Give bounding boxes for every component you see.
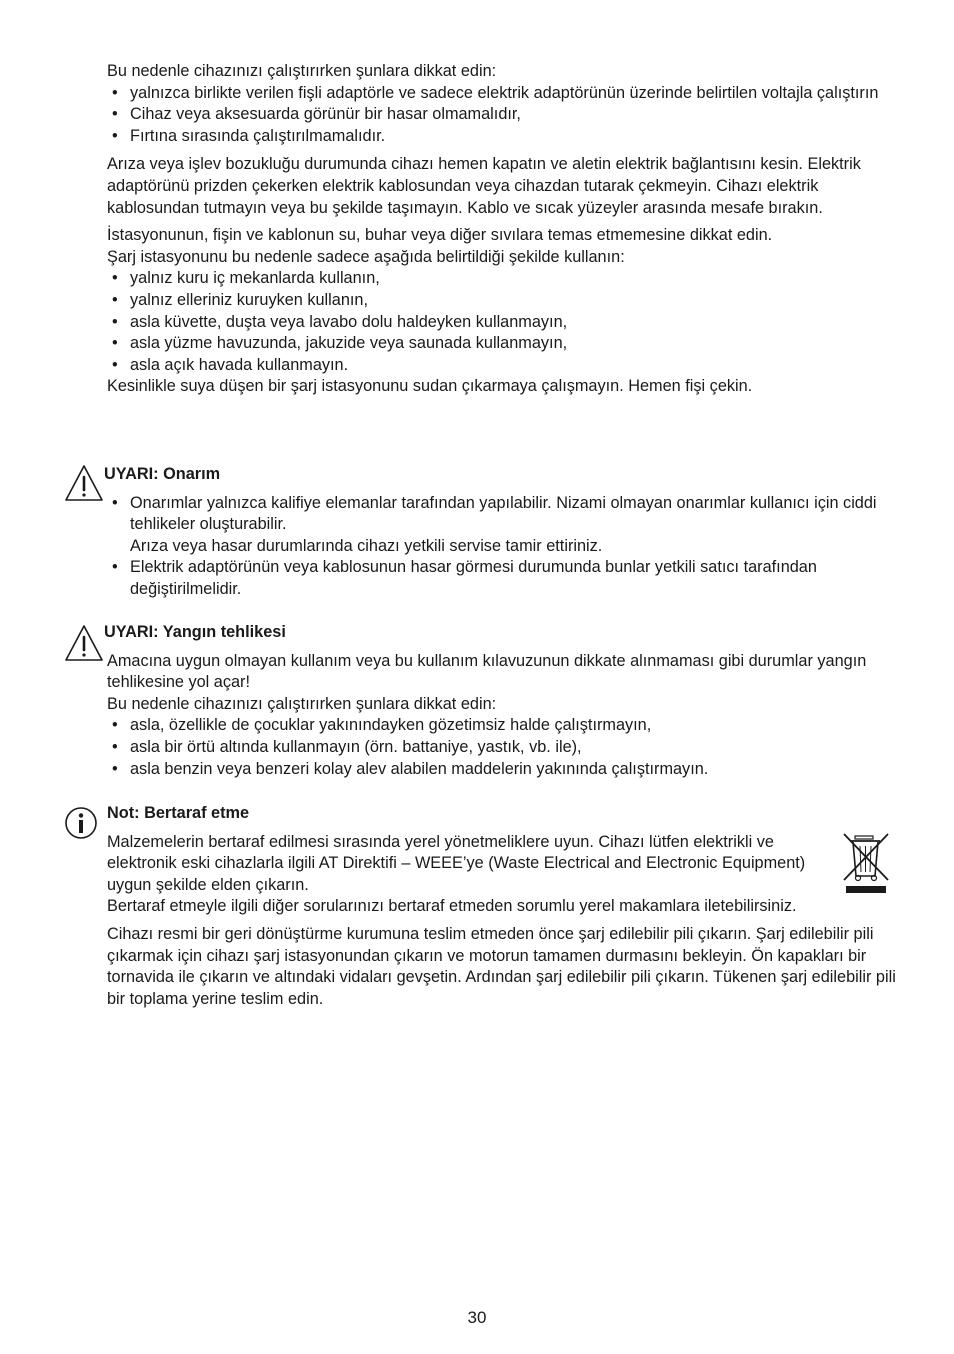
list-item: • asla açık havada kullanmayın. [112, 355, 897, 377]
malfunction-paragraph: Arıza veya işlev bozukluğu durumunda cihazı hemen kapatın ve aletin elektrik bağlantısını kesin. Elektrik adaptörünü prizden çekerken elektrik kablosundan veya cihazdan tutarak çekmeyin. Cihazı elektrik kablosundan tutmayın veya bu şekilde taşımayın. Kablo ve sıcak yüzeyler arasında mesafe bırakın. [107, 155, 861, 217]
crossed-out-bin-icon [842, 832, 890, 894]
closing-text: Kesinlikle suya düşen bir şarj istasyonunu sudan çıkarmaya çalışmayın. Hemen fişi çekin. [107, 377, 753, 396]
fire-bullets [107, 715, 897, 780]
usage-bullets [107, 83, 897, 148]
warning-triangle-icon [64, 624, 104, 662]
note-disposal-title: Not: Bertaraf etme [107, 804, 250, 822]
disposal-contact-paragraph: Bertaraf etmeyle ilgili diğer sorularınızı bertaraf etmeden sorumlu yerel makamlara iletebilirsiniz. [107, 897, 797, 916]
disposal-paragraph: Malzemelerin bertaraf edilmesi sırasında yerel yönetmeliklere uyun. Cihazı lütfen elektrikli ve elektronik eski cihazlarla ilgili AT Direktifi – WEEE’ye (Waste Electrical and Electronic Equipment) uygun şekilde elden çıkarın. [107, 832, 806, 894]
usage-intro-line: Şarj istasyonunu bu nedenle sadece aşağıda belirtildiği şekilde kullanın: [107, 247, 625, 266]
note-disposal-section [107, 803, 897, 1010]
list-item: • asla benzin veya benzeri kolay alev alabilen maddelerin yakınında çalıştırmayın. [112, 759, 897, 781]
list-item: • yalnız kuru iç mekanlarda kullanın, [112, 268, 897, 290]
list-item: • Elektrik adaptörünün veya kablosunun hasar görmesi durumunda bunlar yetkili satıcı tarafından değiştirilmelidir. [112, 557, 897, 600]
fire-intro-text: Bu nedenle cihazınızı çalıştırırken şunlara dikkat edin: [107, 694, 497, 713]
battery-removal-paragraph: Cihazı resmi bir geri dönüştürme kurumuna teslim etmeden önce şarj edilebilir pili çıkarın. Şarj edilebilir pili çıkarmak için cihazı şarj istasyonundan çıkarın ve motorun tamamen durmasını bekleyin. Ön kapakları bir tornavida ile çıkarın ve altındaki vidaları gevşetin. Ardından şarj edilebilir pili çıkarın. Tükenen şarj edilebilir pili bir toplama yerine teslim edin. [107, 924, 896, 1008]
safety-section [107, 61, 897, 398]
list-item: • yalnız elleriniz kuruyken kullanın, [112, 290, 897, 312]
list-item: • asla bir örtü altında kullanmayın (örn. battaniye, yastık, vb. ile), [112, 737, 897, 759]
list-item: • asla küvette, duşta veya lavabo dolu haldeyken kullanmayın, [112, 312, 897, 334]
warning-triangle-icon [64, 464, 104, 502]
page-number: 30 [467, 1308, 487, 1327]
list-item: • Fırtına sırasında çalıştırılmamalıdır. [112, 126, 897, 148]
warning-repair-title: UYARI: Onarım [104, 465, 221, 483]
list-item: • Cihaz veya aksesuarda görünür bir hasar olmamalıdır, [112, 104, 897, 126]
warning-repair-section [104, 464, 897, 601]
fire-warning-text: Amacına uygun olmayan kullanım veya bu kullanım kılavuzunun dikkate alınmaması gibi durumlar yangın tehlikesine yol açar! [107, 651, 867, 692]
list-item: • Onarımlar yalnızca kalifiye elemanlar tarafından yapılabilir. Nizami olmayan onarımlar kullanıcı için ciddi tehlikeler oluşturabilir. Arıza veya hasar durumlarında cihazı yetkili servise tamir ettiriniz. [112, 493, 897, 558]
info-circle-icon [64, 806, 98, 840]
list-item: • asla yüzme havuzunda, jakuzide veya saunada kullanmayın, [112, 333, 897, 355]
list-item: • asla, özellikle de çocuklar yakınındayken gözetimsiz halde çalıştırmayın, [112, 715, 897, 737]
warning-fire-title: UYARI: Yangın tehlikesi [104, 623, 286, 641]
warning-fire-section [104, 622, 897, 780]
intro-text: Bu nedenle cihazınızı çalıştırırken şunlara dikkat edin: [107, 62, 497, 80]
list-item: • yalnızca birlikte verilen fişli adaptörle ve sadece elektrik adaptörünün üzerinde belirtilen voltajla çalıştırın [112, 83, 897, 105]
location-bullets [107, 268, 897, 376]
repair-bullets [107, 493, 897, 601]
water-warning-line: İstasyonunun, fişin ve kablonun su, buhar veya diğer sıvılara temas etmemesine dikkat edin. [107, 226, 773, 245]
